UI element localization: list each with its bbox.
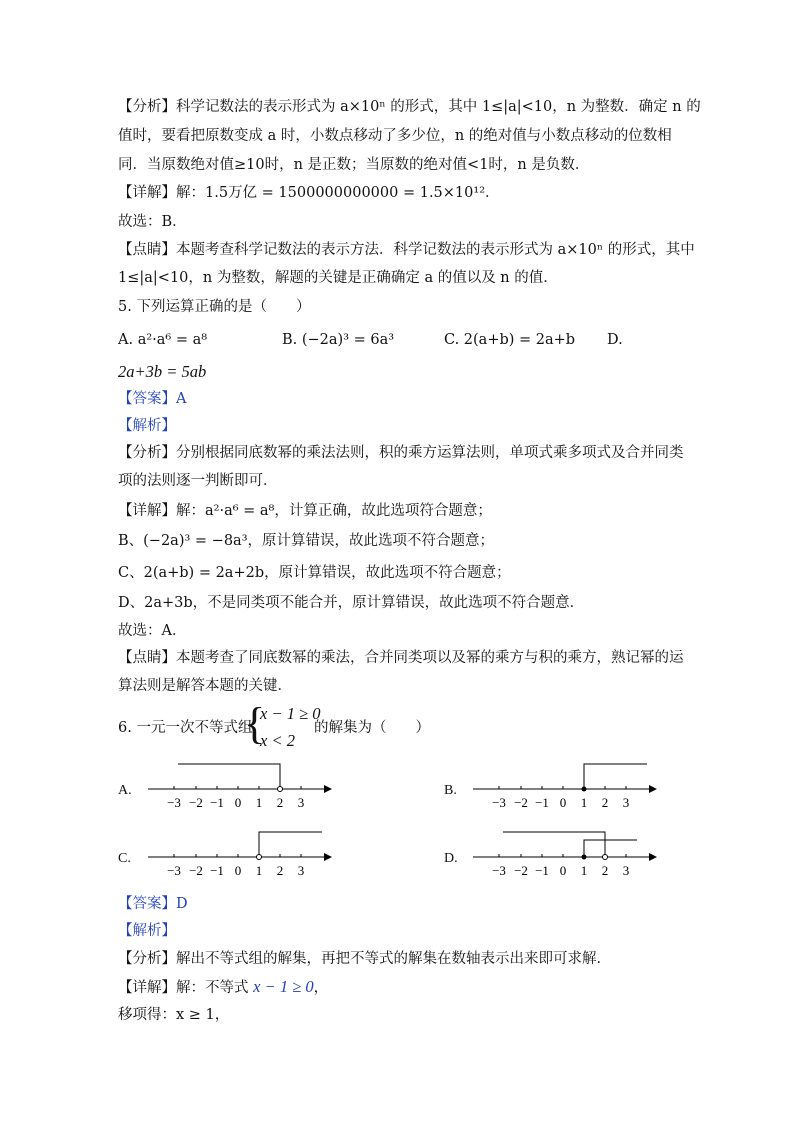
tick-label: 3 — [622, 795, 630, 810]
q6-analysis: 【分析】解出不等式组的解集，再把不等式的解集在数轴表示出来即可求解． — [118, 951, 611, 967]
tick-label: 2 — [276, 795, 284, 810]
q6-inequality-1: x − 1 ≥ 0 — [260, 704, 321, 723]
tick-label: −3 — [492, 795, 506, 810]
tick-label: −1 — [210, 795, 224, 810]
q6-detail-suffix: ， — [313, 980, 329, 996]
q5-detail-b: B、(−2a)³ = −8a³，原计算错误，故此选项不符合题意； — [118, 533, 495, 549]
q4-analysis-line-2: 值时，要看把原数变成 a 时，小数点移动了多少位，n 的绝对值与小数点移动的位数相 — [118, 128, 672, 144]
q4-choice: 故选：B． — [118, 214, 187, 230]
tick-label: −1 — [535, 863, 549, 878]
q5-option-b: B. (−2a)³ = 6a³ — [282, 332, 395, 348]
tick-label: −3 — [167, 795, 181, 810]
q5-jiexi-heading: 【解析】 — [118, 418, 176, 434]
tick-label: 0 — [559, 795, 567, 810]
q6-label-a: A. — [118, 783, 132, 798]
q5-option-a: A. a²·a⁶ = a⁸ — [118, 332, 208, 348]
q5-analysis-line-2: 项的法则逐一判断即可． — [118, 473, 278, 489]
tick-label: −2 — [189, 863, 203, 878]
q5-detail-a: 【详解】解：a²·a⁶ = a⁸，计算正确，故此选项符合题意； — [118, 503, 492, 519]
q6-label-b: B. — [444, 783, 457, 798]
tick-label: −3 — [492, 863, 506, 878]
tick-label: 1 — [580, 795, 588, 810]
q5-comment-line-1: 【点睛】本题考查了同底数幂的乘法，合并同类项以及幂的乘方与积的乘方，熟记幂的运 — [118, 650, 684, 666]
q6-jiexi-heading: 【解析】 — [118, 923, 176, 939]
q6-inequality-2: x < 2 — [260, 731, 295, 750]
q4-analysis-line-3: 同．当原数绝对值≥10时，n 是正数；当原数的绝对值<1时，n 是负数． — [118, 157, 590, 173]
q6-answer: 【答案】D — [118, 896, 188, 912]
tick-label: 1 — [580, 863, 588, 878]
q5-analysis-line-1: 【分析】分别根据同底数幂的乘法法则，积的乘方运算法则，单项式乘多项式及合并同类 — [118, 445, 684, 461]
tick-label: 0 — [234, 795, 242, 810]
tick-label: 3 — [297, 863, 305, 878]
tick-label: −2 — [189, 795, 203, 810]
q4-comment-line-1: 【点睛】本题考查科学记数法的表示方法．科学记数法的表示形式为 a×10ⁿ 的形式，其中 — [118, 242, 695, 258]
q6-label-c: C. — [118, 851, 131, 866]
q4-detail: 【详解】解：1.5万亿 = 1500000000000 = 1.5×10¹²． — [118, 185, 500, 201]
q4-comment-line-2: 1≤|a|<10，n 为整数，解题的关键是正确确定 a 的值以及 n 的值． — [118, 270, 558, 286]
q6-stem-suffix: 的解集为（ ） — [314, 720, 430, 736]
number-line-option-d — [465, 823, 665, 881]
tick-label: 3 — [297, 795, 305, 810]
tick-label: 0 — [234, 863, 242, 878]
number-line-option-c — [140, 823, 340, 881]
tick-label: −1 — [210, 863, 224, 878]
q5-option-d-expression: 2a+3b = 5ab — [118, 362, 207, 381]
tick-label: 3 — [622, 863, 630, 878]
tick-label: −1 — [535, 795, 549, 810]
q5-choice: 故选：A． — [118, 623, 187, 639]
tick-label: 1 — [255, 795, 263, 810]
tick-label: 2 — [601, 863, 609, 878]
q6-detail — [118, 977, 328, 998]
tick-label: −3 — [167, 863, 181, 878]
tick-label: 2 — [276, 863, 284, 878]
q5-detail-c: C、2(a+b) = 2a+2b，原计算错误，故此选项不符合题意； — [118, 565, 511, 581]
q5-answer: 【答案】A — [118, 391, 187, 407]
q5-option-d: D. — [607, 332, 623, 348]
q6-stem-prefix: 6. 一元一次不等式组 — [118, 720, 253, 736]
number-line-option-b — [465, 755, 665, 813]
tick-label: −2 — [514, 795, 528, 810]
q4-analysis-line-1: 【分析】科学记数法的表示形式为 a×10ⁿ 的形式，其中 1≤|a|<10，n 为整数．确定 n 的 — [118, 99, 701, 115]
q6-detail-prefix: 【详解】解：不等式 — [118, 980, 254, 996]
q5-comment-line-2: 算法则是解答本题的关键． — [118, 678, 292, 694]
q6-label-d: D. — [444, 851, 458, 866]
q6-transpose-step: 移项得：x ≥ 1， — [118, 1007, 230, 1023]
tick-label: 2 — [601, 795, 609, 810]
number-line-option-a — [140, 755, 340, 813]
q5-detail-d: D、2a+3b，不是同类项不能合并，原计算错误，故此选项不符合题意． — [118, 595, 585, 611]
q6-detail-inequality: x − 1 ≥ 0 — [253, 977, 314, 996]
tick-label: 0 — [559, 863, 567, 878]
tick-label: 1 — [255, 863, 263, 878]
q5-stem: 5. 下列运算正确的是（ ） — [118, 299, 311, 315]
system-brace-icon: { — [244, 699, 266, 748]
q5-option-c: C. 2(a+b) = 2a+b — [444, 332, 576, 348]
tick-label: −2 — [514, 863, 528, 878]
